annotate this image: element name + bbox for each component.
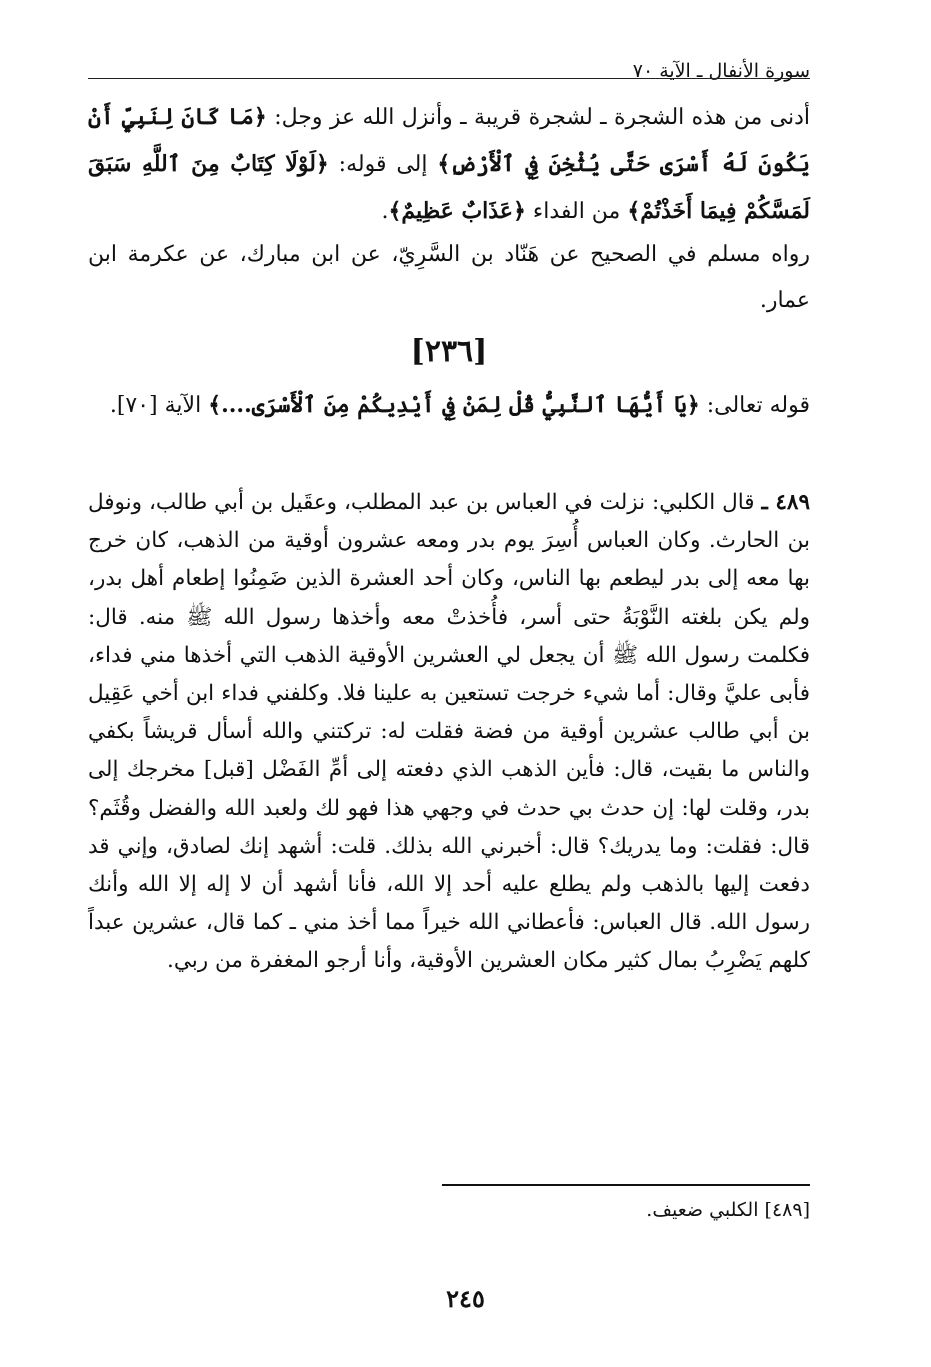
text-segment: أدنى من هذه الشجرة ـ لشجرة قريبة ـ وأنزل الله عز وجل: <box>266 105 810 130</box>
section-number: [٢٣٦] <box>410 334 488 369</box>
paragraph-report-489 <box>88 484 810 981</box>
footnote <box>88 1196 810 1224</box>
paragraph-verse-heading <box>88 378 810 433</box>
text-segment: قوله تعالى: <box>699 393 810 418</box>
header-rule <box>88 78 810 79</box>
text-segment: . <box>381 199 389 224</box>
footnote-rule <box>442 1184 810 1186</box>
quran-quote: ﴿لَوْلَا كِتَابٌ مِنَ ٱللَّهِ سَبَقَ لَمَسَّكُمْ فِيمَا أَخَذْتُمْ﴾ <box>88 151 810 224</box>
report-text: قال الكلبي: نزلت في العباس بن عبد المطلب، وعقَيل بن أبي طالب، ونوفل بن الحارث. وكان العباس أُسِرَ يوم بدر ومعه عشرون أوقية من الذهب، كان خرج بها معه إلى بدر ليطعم بها الناس، وكان أحد العشرة الذين ضَمِنُوا إطعام أهل بدر، ولم يكن بلغته النَّوْبَةُ حتى أسر، فأُخذتْ معه وأخذها رسول الله ﷺ منه. قال: فكلمت رسول الله ﷺ أن يجعل لي العشرين الأوقية الذهب التي أخذها مني فداء، فأبى عليَّ وقال: أما شيء خرجت تستعين به علينا فلا. وكلفني فداء ابن أخي عَقِيل بن أبي طالب عشرين أوقية من فضة فقلت له: تركتني والله أسأل قريشاً بكفي والناس ما بقيت، قال: فأين الذهب الذي دفعته إلى أمِّ الفَضْل [قبل] مخرجك إلى بدر، وقلت لها: إن حدث بي حدث في وجهي هذا فهو لك ولعبد الله والفضل وقُثَم؟ قال: فقلت: وما يدريك؟ قال: أخبرني الله بذلك. قلت: أشهد إنك لصادق، وإني قد دفعت إليها بالذهب ولم يطلع عليه أحد إلا الله، فأنا أشهد أن لا إله إلا الله وأنك رسول الله. قال العباس: فأعطاني الله خيراً مما أخذ مني ـ كما قال، عشرين عبداً كلهم يَضْرِبُ بمال كثير مكان العشرين الأوقية، وأنا أرجو المغفرة من ربي. <box>88 490 811 974</box>
running-title: سورة الأنفال ـ الآية ٧٠ <box>632 60 810 82</box>
quran-quote: ﴿عَذَابٌ عَظِيمٌ﴾ <box>388 198 526 224</box>
text-segment: إلى قوله: <box>328 152 438 177</box>
quran-quote: ﴿مَا كَانَ لِنَبِيٍّ أَنْ يَكُونَ لَهُ أَسْرَى حَتَّى يُثْخِنَ فِي ٱلْأَرْضِ﴾ <box>88 104 810 177</box>
text-segment: الآية [٧٠]. <box>109 393 209 418</box>
running-header <box>88 58 810 84</box>
text-segment: من الفداء <box>525 199 628 224</box>
paragraph-verse-context <box>88 94 810 235</box>
paragraph-narration-source <box>88 232 810 324</box>
quran-quote: ﴿يَا أَيُّهَا ٱلنَّبِيُّ قُلْ لِمَنْ فِي أَيْدِيكُمْ مِنَ ٱلْأَسْرَى....﴾ <box>208 392 700 418</box>
footnote-text: [٤٨٩] الكلبي ضعيف. <box>646 1199 810 1221</box>
narration-text: رواه مسلم في الصحيح عن هَنّاد بن السَّرِيّ، عن ابن مبارك، عن عكرمة ابن عمار. <box>88 242 810 313</box>
page-number: ٢٤٥ <box>446 1284 485 1313</box>
report-number: ٤٨٩ ـ <box>761 490 810 515</box>
